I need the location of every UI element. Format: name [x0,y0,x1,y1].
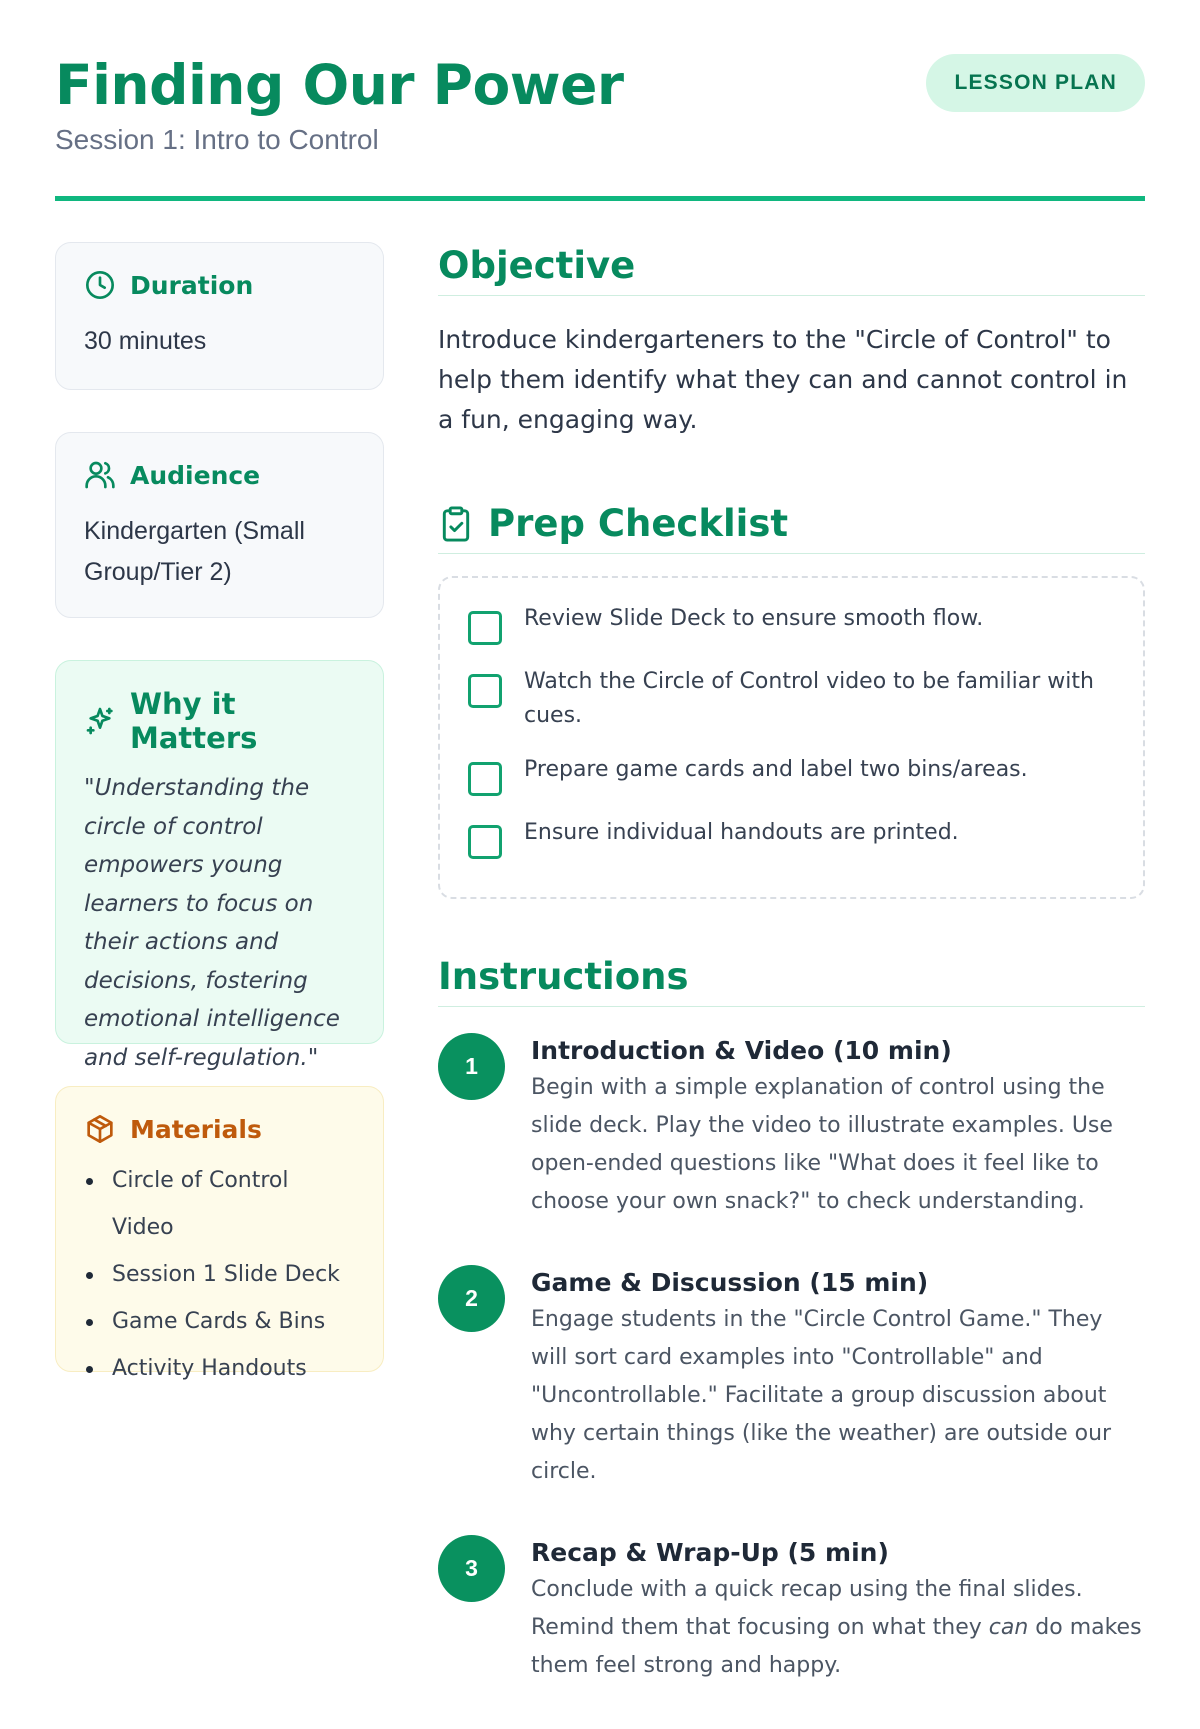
instruction-step [438,1535,1145,1685]
objective-heading-text: Objective [438,244,636,287]
clock-icon [84,269,116,301]
step-content [531,1535,1145,1685]
why-it-matters-card [55,660,384,1071]
instructions-section [438,955,1145,1685]
checklist-item [468,665,1115,733]
instruction-step [438,1033,1145,1221]
materials-card [55,1086,384,1381]
instruction-step [438,1265,1145,1491]
step-description-emphasis: can [988,1615,1029,1640]
checklist-item [468,753,1115,796]
materials-label: Materials [130,1114,262,1144]
checklist-item-label: Review Slide Deck to ensure smooth flow. [524,606,984,631]
duration-value: 30 minutes [84,327,207,355]
audience-header [84,459,355,491]
main-content [438,244,1145,1729]
step-content [531,1033,1145,1221]
objective-text: Introduce kindergarteners to the "Circle of Control" to help them identify what they can and cannot control in a fun, engaging way. [438,325,1128,434]
instructions-heading [438,955,1145,1007]
clipboard-check-icon [438,505,474,543]
checkbox[interactable] [468,674,502,708]
duration-card [55,242,384,390]
step-title: Recap & Wrap-Up (5 min) [531,1538,889,1567]
step-description-part: Conclude with a quick recap using the final slides. Remind them that focusing on what they [531,1577,1083,1640]
checklist-item [468,602,1115,645]
checklist-item-label: Ensure individual handouts are printed. [524,820,959,845]
step-title: Introduction & Video (10 min) [531,1036,952,1065]
prep-checklist-heading [438,502,1145,554]
lesson-plan-badge: LESSON PLAN [926,54,1145,112]
instructions-heading-text: Instructions [438,955,689,998]
duration-header [84,269,355,301]
materials-header [84,1113,355,1145]
checklist-item-label: Prepare game cards and label two bins/areas. [524,757,1028,782]
prep-checklist [438,576,1145,899]
prep-checklist-heading-text: Prep Checklist [488,502,789,545]
why-it-matters-header [84,687,355,755]
materials-list [84,1157,355,1392]
audience-value: Kindergarten (Small Group/Tier 2) [84,517,305,586]
list-item: Activity Handouts [84,1345,355,1392]
checkbox[interactable] [468,825,502,859]
why-it-matters-quote: "Understanding the circle of control empowers young learners to focus on their actions and decisions, fostering emotional intelligence and self-regulation." [84,775,340,1071]
list-item: Session 1 Slide Deck [84,1251,355,1298]
checklist-item [468,816,1115,859]
step-number: 2 [438,1265,505,1332]
page-header [55,0,1145,201]
duration-label: Duration [130,270,254,300]
step-number: 1 [438,1033,505,1100]
step-title: Game & Discussion (15 min) [531,1268,929,1297]
step-number: 3 [438,1535,505,1602]
list-item: Game Cards & Bins [84,1298,355,1345]
step-description [531,1571,1145,1685]
step-description-part: do makes them feel strong and happy. [531,1615,1142,1678]
objective-section [438,244,1145,440]
step-content [531,1265,1145,1491]
sidebar [55,242,384,1414]
audience-label: Audience [130,460,261,490]
checkbox[interactable] [468,762,502,796]
list-item: Circle of Control Video [84,1157,355,1251]
instruction-steps [438,1033,1145,1685]
prep-checklist-section [438,502,1145,899]
page-subtitle: Session 1: Intro to Control [55,124,379,156]
users-icon [84,459,116,491]
checklist-item-label: Watch the Circle of Control video to be familiar with cues. [524,669,1094,728]
objective-heading [438,244,1145,296]
package-icon [84,1113,116,1145]
page-title: Finding Our Power [55,53,624,117]
step-description: Engage students in the "Circle Control Game." They will sort card examples into "Controllable" and "Uncontrollable." Facilitate a group discussion about why certain things (like the weather) are outside our circle. [531,1307,1112,1484]
audience-card [55,432,384,618]
why-it-matters-label: Why it Matters [130,687,258,755]
checkbox[interactable] [468,611,502,645]
step-description: Begin with a simple explanation of control using the slide deck. Play the video to illustrate examples. Use open-ended questions like "What does it feel like to choose your own snack?" to check understanding. [531,1075,1113,1214]
sparkles-icon [84,705,116,737]
